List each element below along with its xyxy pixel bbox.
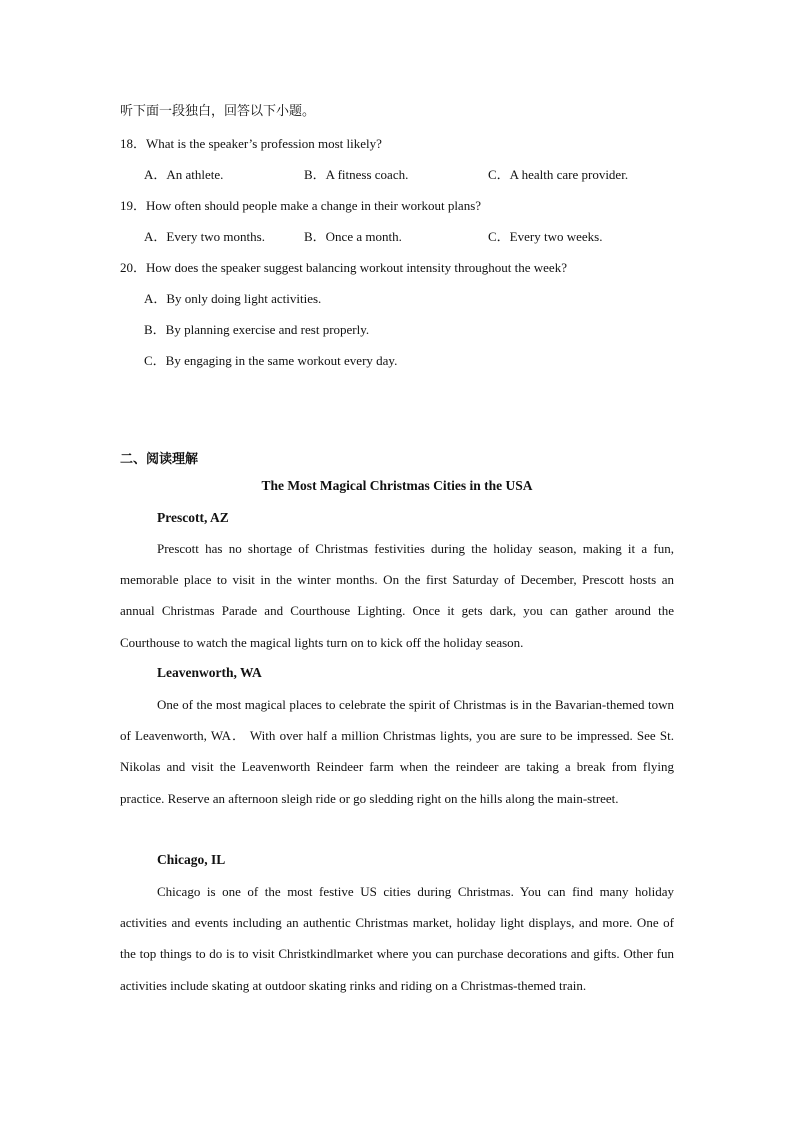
question-number: 20． (120, 260, 147, 275)
question-19 (120, 198, 481, 214)
section-title: 二、阅读理解 (120, 452, 199, 467)
article-title: The Most Magical Christmas Cities in the USA (261, 478, 533, 493)
city-heading-leavenworth: Leavenworth, WA (157, 665, 262, 680)
option-19-b: B．Once a month. (304, 229, 402, 244)
city-heading-chicago: Chicago, IL (157, 852, 226, 867)
question-text: What is the speaker’s profession most likely? (146, 136, 382, 151)
city-paragraph-prescott: Prescott has no shortage of Christmas festivities during the holiday season, making it a fun, memorable place to visit in the winter months. On the first Saturday of December, Prescott hosts an annual Christmas Parade and Courthouse Lighting. Once it gets dark, you can gather around the Courthouse to watch the magical lights turn on to kick off the holiday season. (120, 541, 674, 650)
question-text: How does the speaker suggest balancing workout intensity throughout the week? (146, 260, 567, 275)
question-18 (120, 136, 382, 152)
option-20-c: C．By engaging in the same workout every day. (144, 353, 398, 368)
listening-instruction: 听下面一段独白，回答以下小题。 (120, 104, 316, 119)
question-text: How often should people make a change in their workout plans? (146, 198, 482, 213)
city-heading-prescott: Prescott, AZ (157, 510, 229, 525)
option-18-b: B．A fitness coach. (304, 167, 409, 182)
option-19-a: A．Every two months. (144, 229, 265, 244)
option-18-c: C．A health care provider. (488, 167, 629, 182)
question-20 (120, 260, 567, 276)
city-paragraph-leavenworth: One of the most magical places to celebrate the spirit of Christmas is in the Bavarian-themed town of Leavenworth, WA． With over half a million Christmas lights, you are sure to be impressed. See St. Nikolas and visit the Leavenworth Reindeer farm when the reindeer are taking a break from flying practice. Reserve an afternoon sleigh ride or go sledding right on the hills along the main-street. (120, 697, 674, 806)
option-18-a: A．An athlete. (144, 167, 224, 182)
option-20-b: B．By planning exercise and rest properly. (144, 322, 370, 337)
option-20-a: A．By only doing light activities. (144, 291, 322, 306)
option-19-c: C．Every two weeks. (488, 229, 603, 244)
question-number: 19． (120, 198, 147, 213)
question-number: 18． (120, 136, 147, 151)
city-paragraph-chicago: Chicago is one of the most festive US cities during Christmas. You can find many holiday activities and events including an authentic Christmas market, holiday light displays, and more. One of the top things to do is to visit Christkindlmarket where you can purchase decorations and gifts. Other fun activities include skating at outdoor skating rinks and riding on a Christmas-themed train. (120, 884, 674, 993)
